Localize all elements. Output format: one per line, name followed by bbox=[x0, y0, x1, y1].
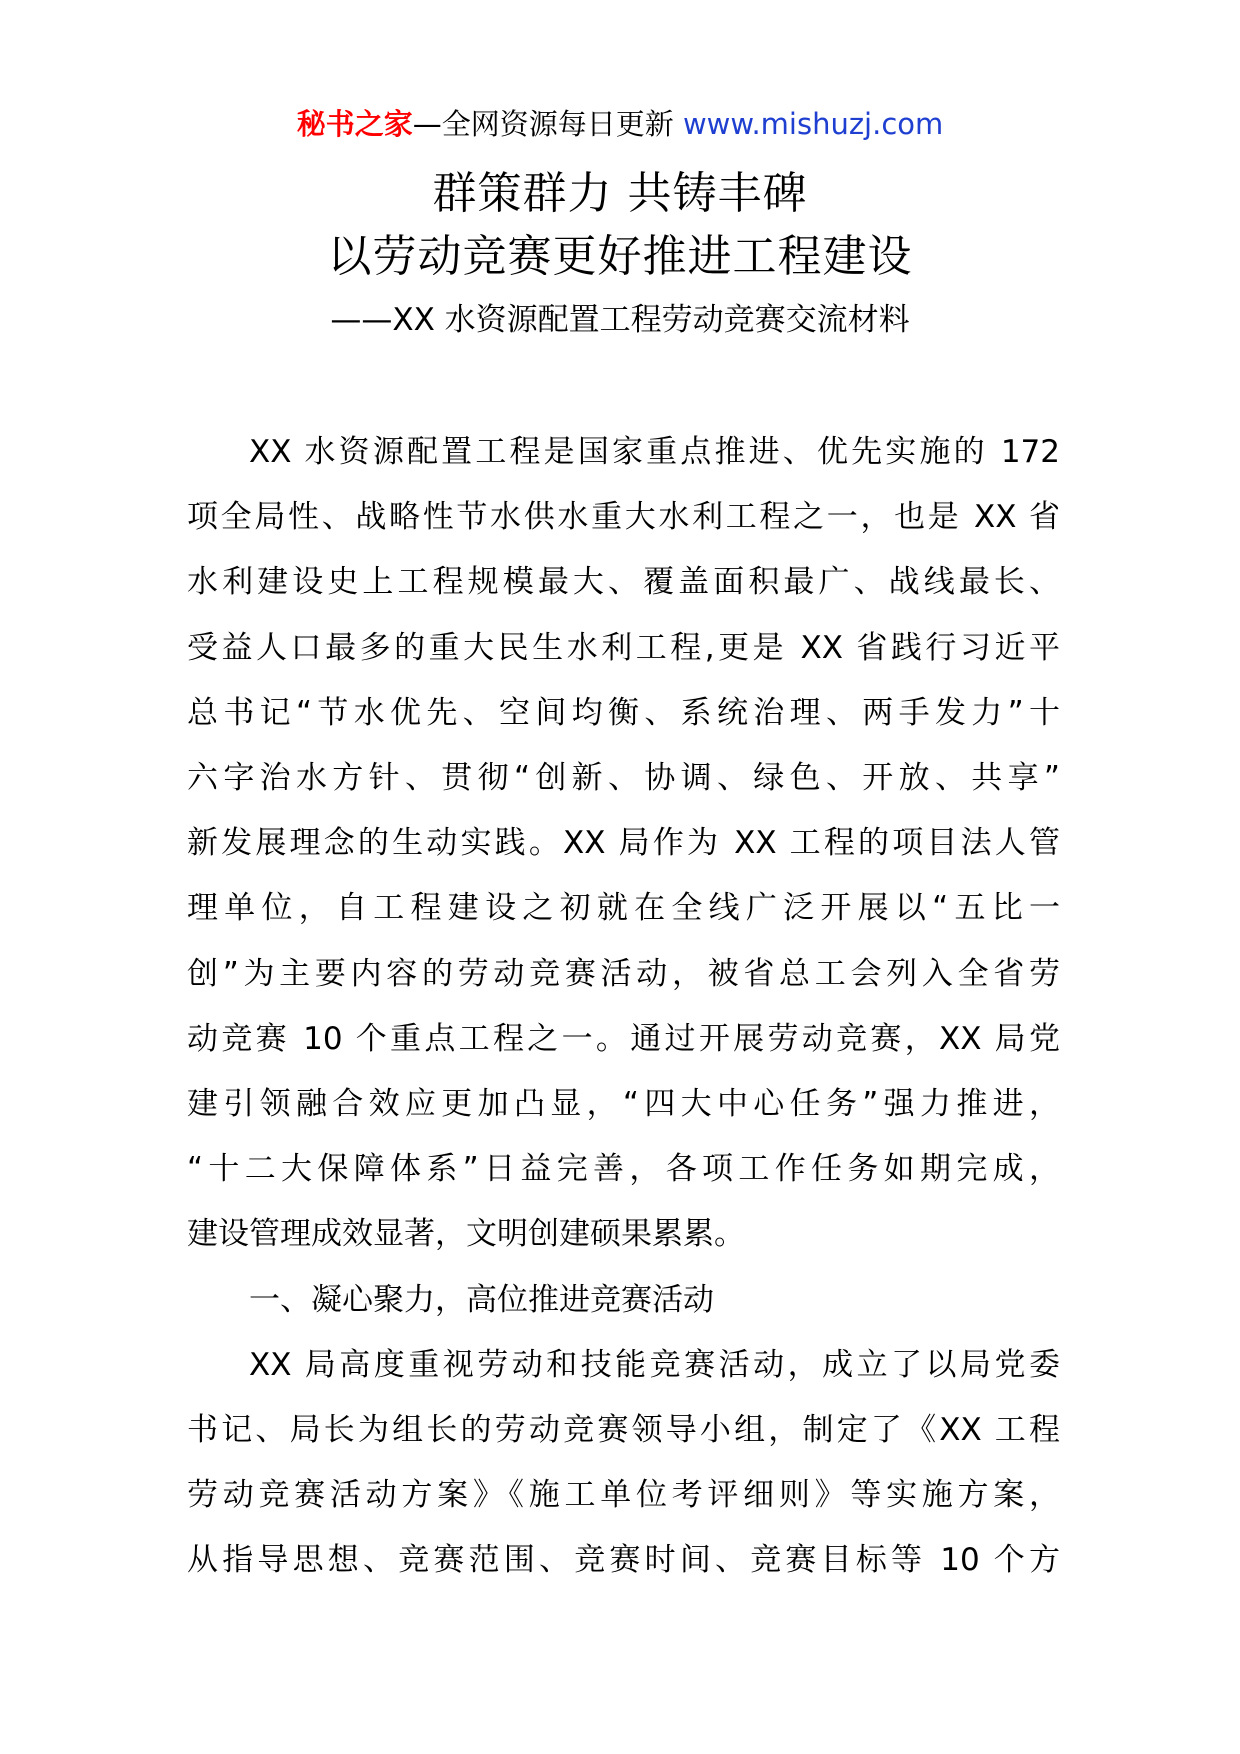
text-line: 从指导思想、竞赛范围、竞赛时间、竞赛目标等 10 个方 bbox=[187, 1542, 1060, 1579]
paragraph-section-1 bbox=[187, 1333, 1060, 1594]
section-heading-1 bbox=[187, 1268, 1060, 1333]
site-tagline: —全网资源每日更新 bbox=[412, 107, 674, 141]
text-line: “十二大保障体系”日益完善，各项工作任务如期完成， bbox=[187, 1151, 1060, 1188]
text-line: 水利建设史上工程规模最大、覆盖面积最广、战线最长、 bbox=[187, 564, 1060, 601]
text-line: 创”为主要内容的劳动竞赛活动，被省总工会列入全省劳 bbox=[187, 955, 1060, 992]
document-subtitle: ——XX 水资源配置工程劳动竞赛交流材料 bbox=[330, 302, 910, 338]
document-title-line-2: 以劳动竞赛更好推进工程建设 bbox=[327, 231, 913, 282]
text-line: 动竞赛 10 个重点工程之一。通过开展劳动竞赛，XX 局党 bbox=[187, 1020, 1060, 1057]
text-line: 书记、局长为组长的劳动竞赛领导小组，制定了《XX 工程 bbox=[187, 1412, 1060, 1449]
text-line: 受益人口最多的重大民生水利工程,更是 XX 省践行习近平 bbox=[187, 629, 1060, 666]
text-line: 理单位，自工程建设之初就在全线广泛开展以“五比一 bbox=[187, 890, 1060, 927]
document-title-line-1: 群策群力 共铸丰碑 bbox=[432, 168, 808, 219]
text-line: XX 局高度重视劳动和技能竞赛活动，成立了以局党委 bbox=[249, 1346, 1060, 1383]
site-url-link[interactable]: www.mishuzj.com bbox=[682, 107, 944, 141]
text-line: 总书记“节水优先、空间均衡、系统治理、两手发力”十 bbox=[187, 694, 1060, 731]
text-line: 建设管理成效显著，文明创建硕果累累。 bbox=[187, 1216, 745, 1253]
site-brand: 秘书之家 bbox=[296, 107, 413, 141]
document-body bbox=[187, 420, 1060, 1594]
text-line: XX 水资源配置工程是国家重点推进、优先实施的 172 bbox=[249, 434, 1060, 470]
site-header bbox=[0, 100, 1240, 148]
paragraph-intro bbox=[187, 420, 1060, 1268]
section-heading-text: 一、凝心聚力，高位推进竞赛活动 bbox=[249, 1281, 714, 1318]
text-line: 项全局性、战略性节水供水重大水利工程之一，也是 XX 省 bbox=[187, 499, 1060, 536]
text-line: 六字治水方针、贯彻“创新、协调、绿色、开放、共享” bbox=[187, 760, 1060, 797]
text-line: 建引领融合效应更加凸显，“四大中心任务”强力推进， bbox=[187, 1086, 1060, 1123]
text-line: 劳动竞赛活动方案》《施工单位考评细则》等实施方案， bbox=[187, 1477, 1060, 1514]
text-line: 新发展理念的生动实践。XX 局作为 XX 工程的项目法人管 bbox=[187, 825, 1060, 862]
